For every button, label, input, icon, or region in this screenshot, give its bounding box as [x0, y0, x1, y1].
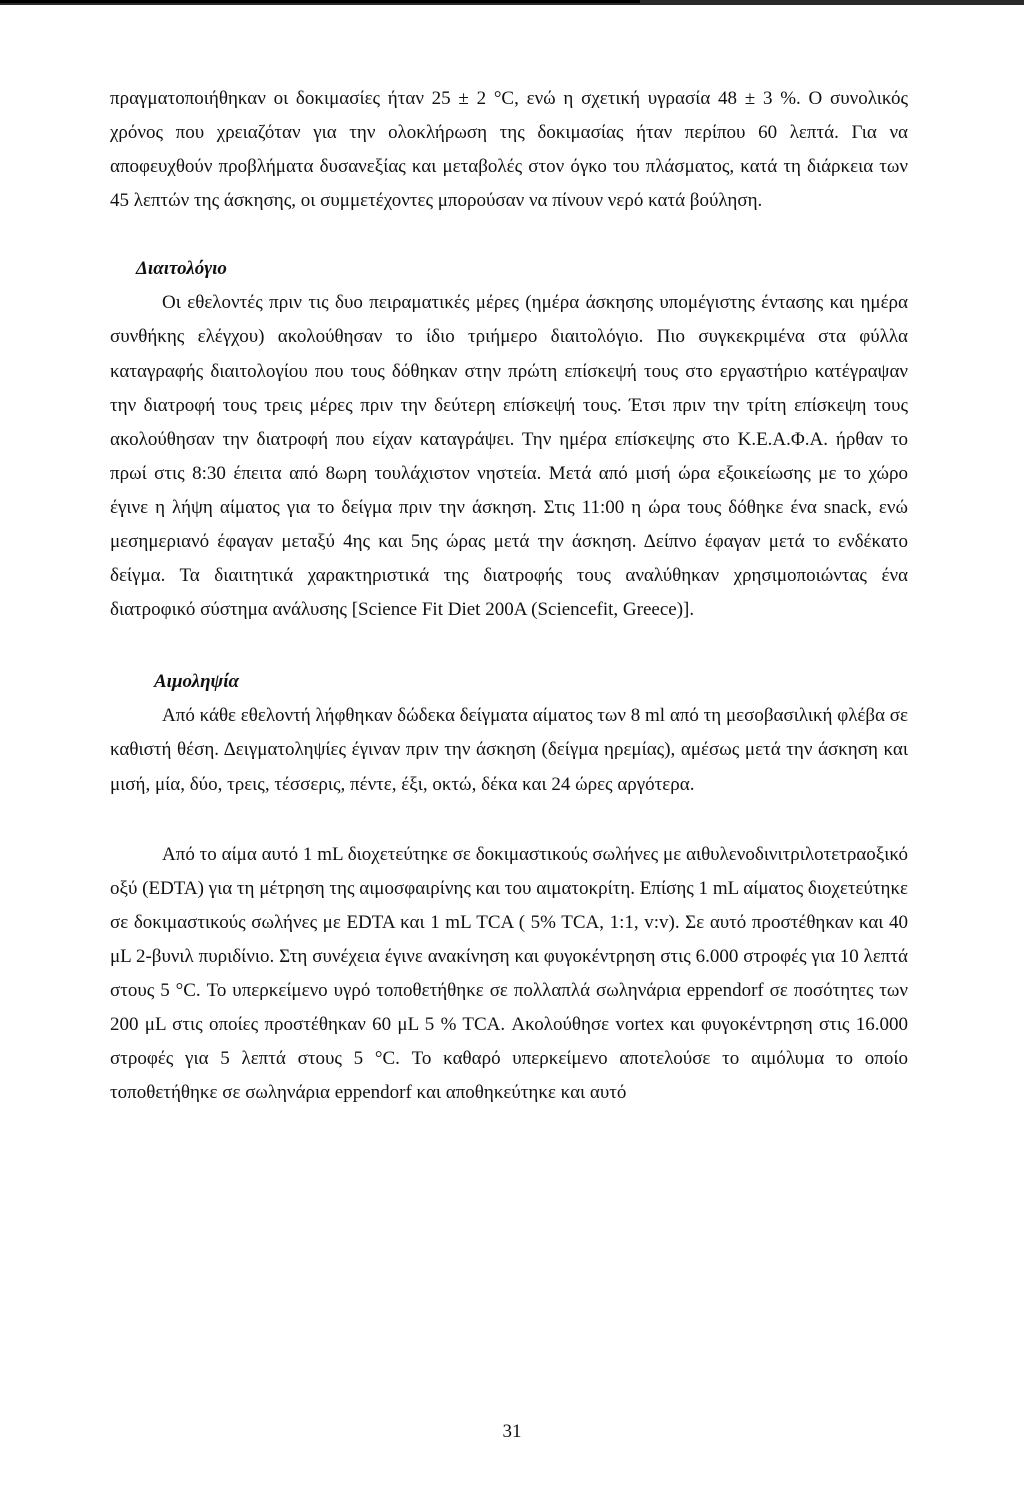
paragraph-intro: πραγματοποιήθηκαν οι δοκιμασίες ήταν 25 ± 2 °C, ενώ η σχετική υγρασία 48 ± 3 %. Ο συνολικός χρόνος που χρειαζόταν για την ολοκλήρωση της δοκιμασίας ήταν περίπου 60 λεπτά. Για να αποφευχθούν προβλήματα δυσανεξίας και μεταβολές στον όγκο του πλάσματος, κατά τη διάρκεια των 45 λεπτών της άσκησης, οι συμμετέχοντες μπορούσαν να πίνουν νερό κατά βούληση.	[110, 88, 908, 212]
heading-blood-sampling: Αιμοληψία	[154, 671, 240, 693]
paragraph-diet: Οι εθελοντές πριν τις δυο πειραματικές μέρες (ημέρα άσκησης υπομέγιστης έντασης και ημέρα συνθήκης ελέγχου) ακολούθησαν το ίδιο τριήμερο διαιτολόγιο. Πιο συγκεκριμένα στα φύλλα καταγραφής διαιτολογίου που τους δόθηκαν στην πρώτη επίσκεψή τους στο εργαστήριο κατέγραψαν την διατροφή τους τρεις μέρες πριν την δεύτερη επίσκεψή τους. Έτσι πριν την τρίτη επίσκεψη τους ακολούθησαν την διατροφή που είχαν καταγράψει. Την ημέρα επίσκεψης στο Κ.Ε.Α.Φ.Α. ήρθαν το πρωί στις 8:30 έπειτα από 8ωρη τουλάχιστον νηστεία. Μετά από μισή ώρα εξοικείωσης με το χώρο έγινε η λήψη αίματος για το δείγμα πριν την άσκηση. Στις 11:00 η ώρα τους δόθηκε ένα snack, ενώ μεσημεριανό έφαγαν μεταξύ 4ης και 5ης ώρας μετά την άσκηση. Δείπνο έφαγαν μετά το ενδέκατο δείγμα. Τα διαιτητικά χαρακτηριστικά της διατροφής τους αναλύθηκαν χρησιμοποιώντας ένα διατροφικό σύστημα ανάλυσης [Science Fit Diet 200A (Sciencefit, Greece)].	[110, 292, 908, 621]
page-content	[110, 82, 908, 1110]
heading-diet: Διαιτολόγιο	[136, 258, 227, 280]
scan-bar	[0, 0, 640, 3]
paragraph-blood-sampling-1: Από κάθε εθελοντή λήφθηκαν δώδεκα δείγματα αίματος των 8 ml από τη μεσοβασιλική φλέβα σε καθιστή θέση. Δειγματοληψίες έγιναν πριν την άσκηση (δείγμα ηρεμίας), αμέσως μετά την άσκηση και μισή, μία, δύο, τρεις, τέσσερις, πέντε, έξι, οκτώ, δέκα και 24 ώρες αργότερα.	[110, 705, 908, 795]
page-number: 31	[502, 1421, 522, 1442]
paragraph-blood-sampling-2: Από το αίμα αυτό 1 mL διοχετεύτηκε σε δοκιμαστικούς σωλήνες με αιθυλενοδινιτριλοτετραοξικό οξύ (EDTA) για τη μέτρηση της αιμοσφαιρίνης και του αιματοκρίτη. Επίσης 1 mL αίματος διοχετεύτηκε σε δοκιμαστικούς σωλήνες με EDTA και 1 mL TCA ( 5% TCA, 1:1, v:v). Σε αυτό προστέθηκαν και 40 μL 2-βυνιλ πυριδίνιο. Στη συνέχεια έγινε ανακίνηση και φυγοκέντρηση στις 6.000 στροφές για 10 λεπτά στους 5 °C. Το υπερκείμενο υγρό τοποθετήθηκε σε πολλαπλά σωληνάρια eppendorf σε ποσότητες των 200 μL στις οποίες προστέθηκαν 60 μL 5 % TCA. Ακολούθησε vortex και φυγοκέντρηση στις 16.000 στροφές για 5 λεπτά στους 5 °C. Το καθαρό υπερκείμενο αποτελούσε το αιμόλυμα το οποίο τοποθετήθηκε σε σωληνάρια eppendorf και αποθηκεύτηκε και αυτό	[110, 843, 908, 1104]
